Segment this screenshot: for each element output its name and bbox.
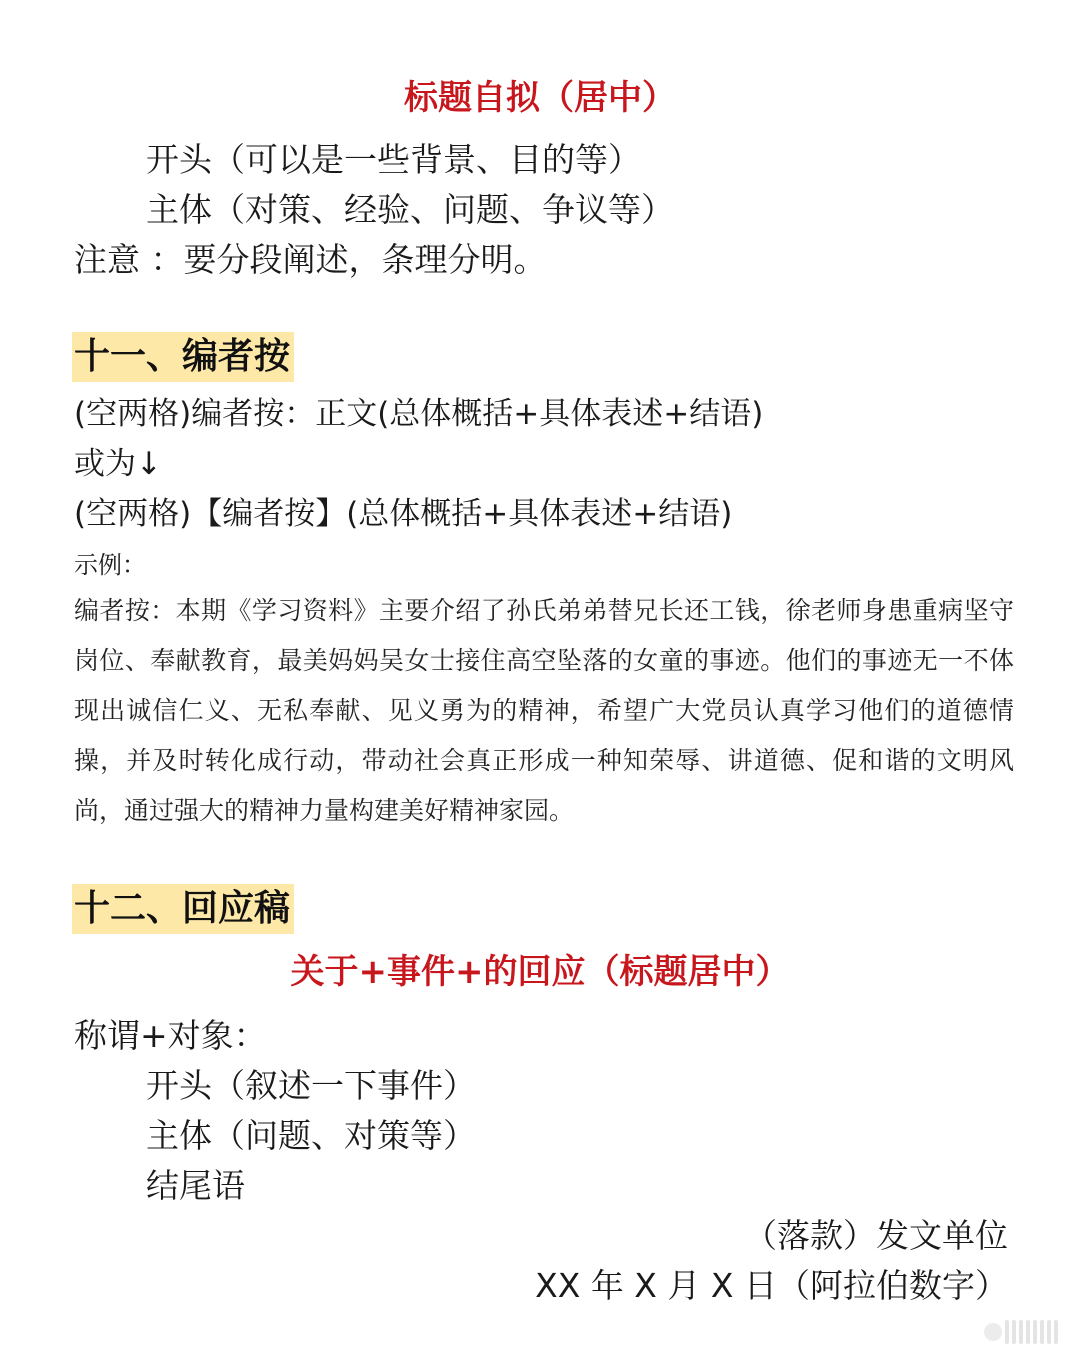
watermark-icon: [938, 1319, 1058, 1345]
section-12-line-opening: 开头（叙述一下事件）: [146, 1066, 476, 1105]
section-11-or-label: 或为↓: [74, 446, 162, 482]
section-12-line-body: 主体（问题、对策等）: [146, 1116, 476, 1155]
top-line-body: 主体（对策、经验、问题、争议等）: [146, 190, 674, 229]
section-11-format-2: (空两格)【编者按】(总体概括+具体表述+结语): [74, 496, 733, 532]
section-12-signature: （落款）发文单位: [744, 1216, 1008, 1255]
section-12-date: XX 年 X 月 X 日（阿拉伯数字）: [535, 1266, 1008, 1305]
section-11-format-1: (空两格)编者按：正文(总体概括+具体表述+结语): [74, 396, 764, 432]
top-note: 注意 ：要分段阐述，条理分明。: [74, 240, 547, 279]
section-11-heading: 十一、编者按: [72, 332, 294, 382]
section-12-title: 关于+事件+的回应（标题居中）: [290, 952, 790, 992]
section-11-example-text: 编者按：本期《学习资料》主要介绍了孙氏弟弟替兄长还工钱，徐老师身患重病坚守岗位、奉献教育，最美妈妈吴女士接住高空坠落的女童的事迹。他们的事迹无一不体现出诚信仁义、无私奉献、见义勇为的精神，希望广大党员认真学习他们的道德情操，并及时转化成行动，带动社会真正形成一种知荣辱、讲道德、促和谐的文明风尚，通过强大的精神力量构建美好精神家园。: [74, 596, 1014, 825]
top-line-opening: 开头（可以是一些背景、目的等）: [146, 140, 641, 179]
section-12-line-closing: 结尾语: [146, 1166, 245, 1205]
section-12-heading: 十二、回应稿: [72, 884, 294, 934]
top-title: 标题自拟（居中）: [404, 78, 676, 118]
section-12-salutation: 称谓+对象：: [74, 1016, 267, 1055]
section-11-example-label: 示例：: [74, 551, 146, 579]
